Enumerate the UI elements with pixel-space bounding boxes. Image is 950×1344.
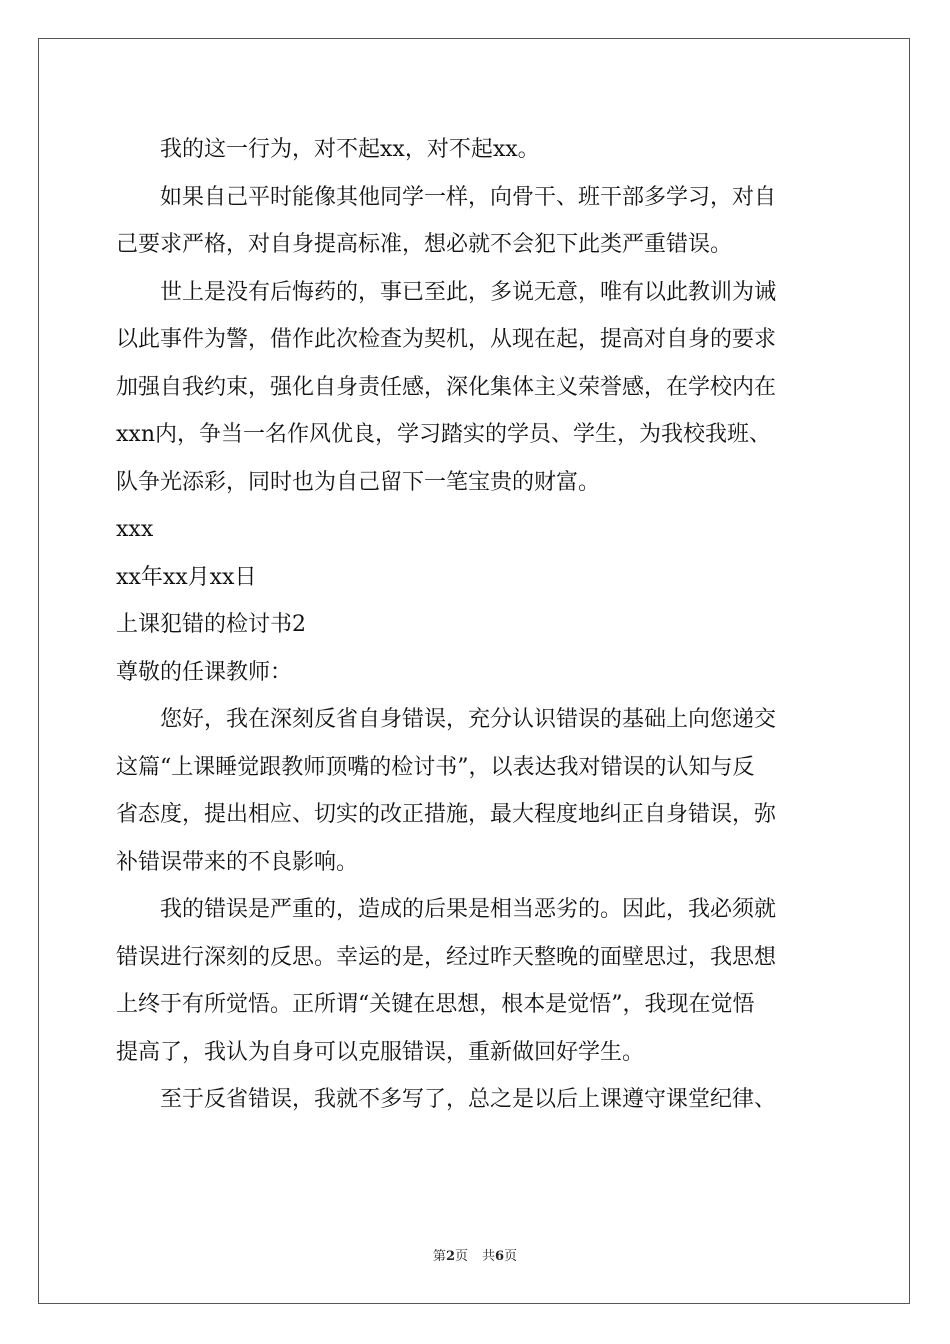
- total-suffix: 页: [504, 1249, 518, 1264]
- text-line: 提高了，我认为自身可以克服错误，重新做回好学生。: [116, 1039, 645, 1065]
- total-pages: 6: [495, 1249, 505, 1264]
- text-line: 这篇“上课睡觉跟教师顶嘴的检讨书”，以表达我对错误的认知与反: [116, 754, 755, 780]
- text-line: 我的这一行为，对不起xx，对不起xx。: [160, 137, 540, 162]
- document-body: [116, 126, 834, 1124]
- text-line: 上终于有所觉悟。正所谓“关键在思想，根本是觉悟”，我现在觉悟: [116, 992, 755, 1017]
- section-title: 上课犯错的检讨书2: [116, 612, 306, 637]
- page-number: 2: [445, 1249, 455, 1264]
- text-line: 我的错误是严重的，造成的后果是相当恶劣的。因此，我必须就: [160, 897, 777, 922]
- signature-name: xxx: [116, 517, 154, 542]
- text-line: 如果自己平时能像其他同学一样，向骨干、班干部多学习，对自: [160, 184, 777, 210]
- signature-date: xx年xx月xx日: [116, 564, 257, 590]
- page-footer: [0, 1245, 950, 1264]
- text-line: 补错误带来的不良影响。: [116, 849, 359, 875]
- page-prefix: 第: [432, 1249, 446, 1264]
- text-line: 您好，我在深刻反省自身错误，充分认识错误的基础上向您递交: [160, 707, 777, 732]
- text-line: 错误进行深刻的反思。幸运的是，经过昨天整晚的面壁思过，我思想: [116, 944, 777, 970]
- text-line: 世上是没有后悔药的，事已至此，多说无意，唯有以此教训为诫: [160, 279, 777, 305]
- text-line: 以此事件为警，借作此次检查为契机，从现在起，提高对自身的要求: [116, 327, 777, 352]
- total-prefix: 共: [482, 1249, 496, 1264]
- page-suffix: 页: [454, 1249, 468, 1264]
- text-line: 省态度，提出相应、切实的改正措施，最大程度地纠正自身错误，弥: [116, 802, 777, 827]
- salutation: 尊敬的任课教师：: [116, 659, 293, 685]
- text-line: 己要求严格，对自身提高标准，想必就不会犯下此类严重错误。: [116, 232, 733, 257]
- text-line: xxn内，争当一名作风优良，学习踏实的学员、学生，为我校我班、: [116, 422, 771, 447]
- text-line: 加强自我约束，强化自身责任感，深化集体主义荣誉感，在学校内在: [116, 374, 777, 400]
- text-line: 队争光添彩，同时也为自己留下一笔宝贵的财富。: [116, 469, 601, 495]
- text-line: 至于反省错误，我就不多写了，总之是以后上课遵守课堂纪律、: [160, 1087, 777, 1112]
